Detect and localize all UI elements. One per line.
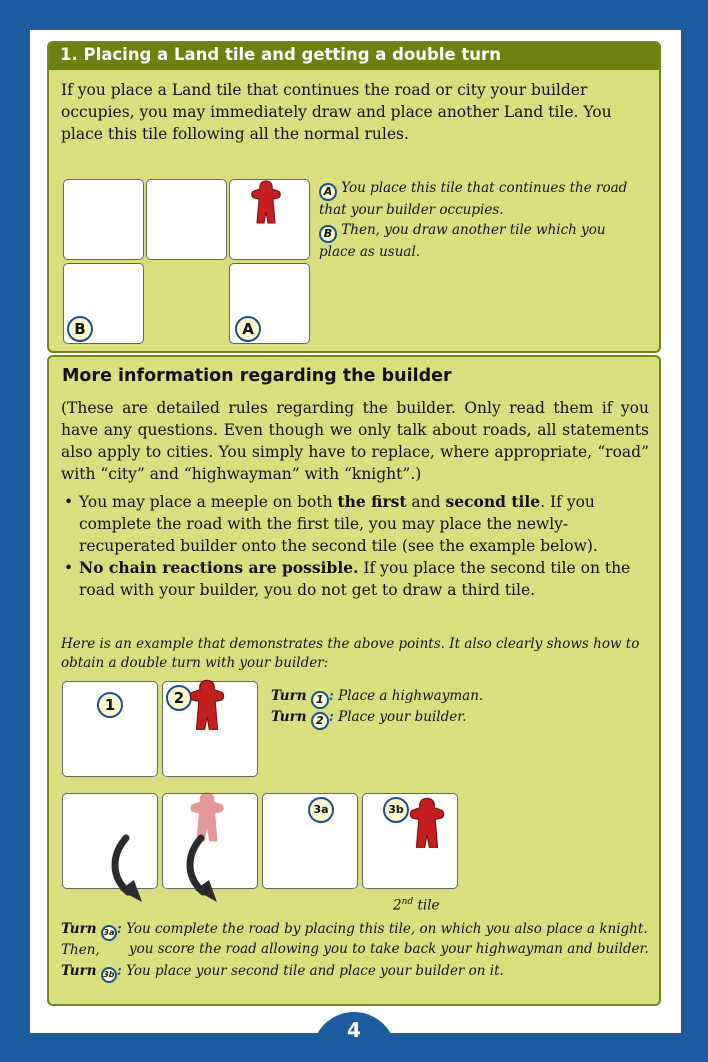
turn-1-caption: Turn 1 : Place a highwayman. <box>271 687 631 709</box>
tile-A <box>229 263 310 344</box>
caption-A-text: You place this tile that continues the road that your builder occupies. <box>319 180 628 218</box>
section-title: 1. Placing a Land tile and getting a double turn <box>60 45 501 64</box>
bullet-item-first-second-tile <box>61 491 631 557</box>
label-A-small-badge: A <box>319 183 337 201</box>
second-tile-num: 2 <box>393 897 402 914</box>
section-builder-info <box>47 355 661 1006</box>
turn-1-small-badge: 1 <box>311 691 329 709</box>
tile-turn-2 <box>162 681 258 777</box>
turn-3a-caption-line2: you score the road allowing you to take back your highwayman and builder. <box>129 941 649 957</box>
section2-heading: More information regarding the builder <box>62 366 452 386</box>
turn-3a-caption: Turn 3a : You complete the road by placing this tile, on which you also place a knight. Then, <box>61 921 648 958</box>
builder-meeple-icon <box>248 179 284 227</box>
turn-3a-small-badge: 3a <box>101 925 117 941</box>
turn-word: Turn <box>271 688 307 704</box>
turn-1-badge: 1 <box>97 692 123 718</box>
bullet1-bold-second: second tile <box>445 492 541 511</box>
turn-3b-small-badge: 3b <box>101 967 117 983</box>
example-intro: Here is an example that demonstrates the above points. It also clearly shows how to obtain a double turn with your builder: <box>61 636 640 671</box>
section2-intro: (These are detailed rules regarding the builder. Only read them if you have any questions. Even though we only talk about roads, all statements also apply to cities. You simply have to replace, where appropriate, “road” with “city” and “highwayman” with “knight”.) <box>61 399 649 483</box>
second-tile-label <box>393 893 440 916</box>
turn-2-text: Place your builder. <box>338 709 467 725</box>
tile-turn-1 <box>62 681 158 777</box>
label-B-badge: B <box>67 316 93 342</box>
second-tile-sup: nd <box>401 897 414 907</box>
tile <box>146 179 227 260</box>
tile-turn-3a <box>262 793 358 889</box>
bullet1-rest: . If you complete the road with the first tile, you may place the newly-recuperated builder onto the second tile (see the example below). <box>79 493 598 555</box>
builder-meeple-icon <box>405 796 449 852</box>
turn-word: Turn <box>61 921 97 937</box>
label-B-small-badge: B <box>319 225 337 243</box>
return-arrow-icon <box>179 832 239 912</box>
section-placing-land-tile <box>47 41 661 353</box>
turn-2-badge: 2 <box>166 685 192 711</box>
page-number-tab <box>312 1012 396 1062</box>
tile <box>63 179 144 260</box>
turn-3b-caption: Turn 3b : You place your second tile and place your builder on it. <box>61 962 661 983</box>
tile-B <box>63 263 144 344</box>
tile-turn-3b <box>362 793 458 889</box>
turn-3a-badge: 3a <box>308 797 334 823</box>
turn-2-small-badge: 2 <box>311 712 329 730</box>
return-arrow-icon <box>104 832 164 912</box>
caption-A <box>319 179 644 220</box>
second-tile-word: tile <box>417 897 440 914</box>
section1-body: If you place a Land tile that continues the road or city your builder occupies, you may immediately draw and place another Land tile. You place this tile following all the normal rules. <box>61 81 612 143</box>
turn-word: Turn <box>271 709 307 725</box>
bullet1-text: You may place a meeple on both <box>79 493 338 511</box>
caption-B-text: Then, you draw another tile which you place as usual. <box>319 222 606 260</box>
bullet1-mid: and <box>406 493 446 511</box>
bullet-item-no-chain <box>61 557 631 601</box>
tile <box>229 179 310 260</box>
builder-meeple-icon <box>185 678 229 734</box>
turn-3b-badge: 3b <box>383 797 409 823</box>
bullet2-bold: No chain reactions are possible. <box>79 558 359 577</box>
turn-3b-text: You place your second tile and place your builder on it. <box>126 963 504 979</box>
page-number: 4 <box>347 1018 361 1042</box>
caption-B <box>319 221 644 262</box>
label-A-badge: A <box>235 316 261 342</box>
turn-3a-text: You complete the road by placing this tile, on which you also place a knight. Then, <box>61 921 648 958</box>
turn-word: Turn <box>61 963 97 979</box>
bullet1-bold-first: the first <box>337 492 407 511</box>
section-title-bar <box>49 43 659 70</box>
bullet-list <box>61 491 631 601</box>
turn-2-caption: Turn 2 : Place your builder. <box>271 708 631 730</box>
turn-1-text: Place a highwayman. <box>338 688 484 704</box>
bullet2-rest: If you place the second tile on the road with your builder, you do not get to draw a third tile. <box>79 559 631 599</box>
